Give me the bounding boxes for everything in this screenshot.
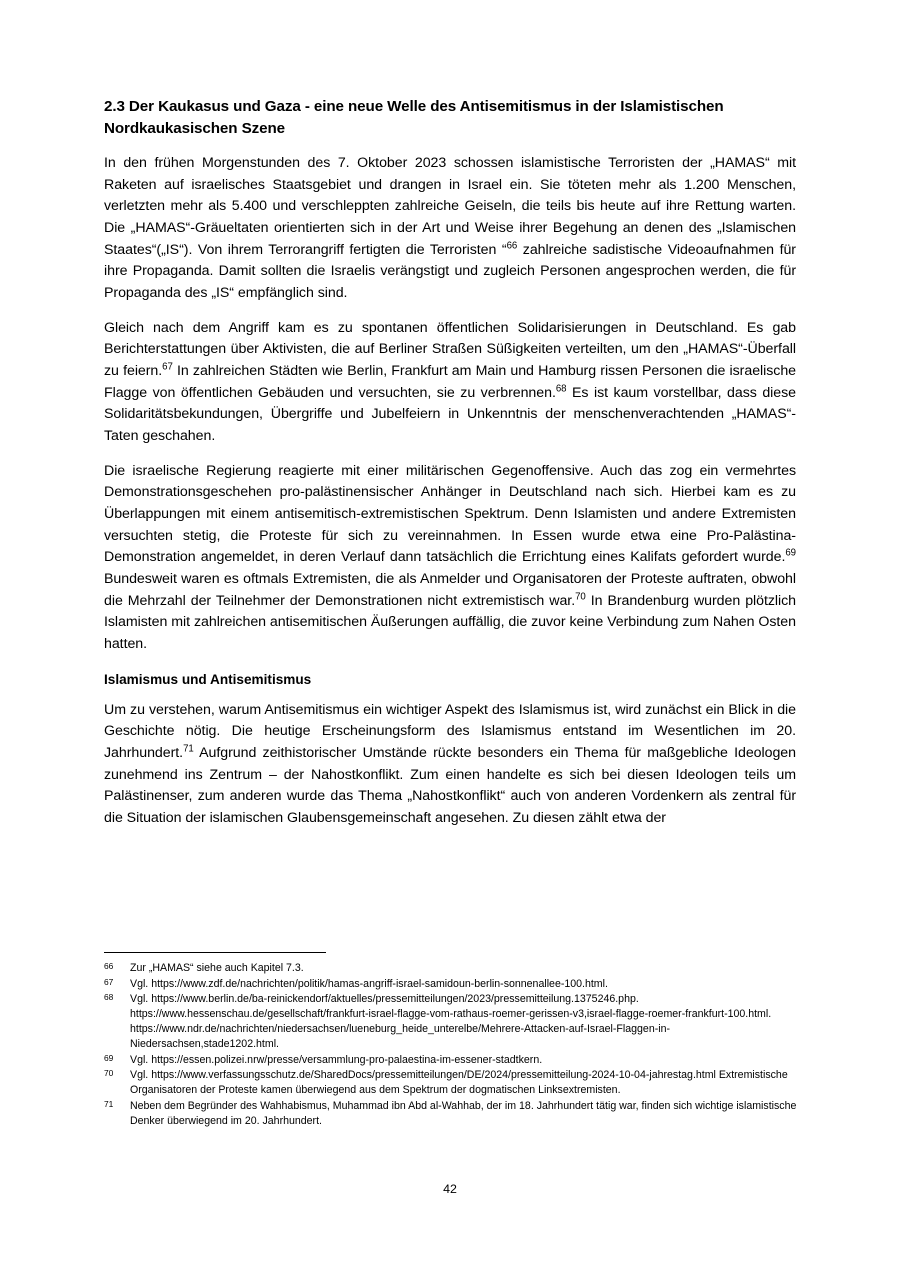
footnote-number: 67: [104, 976, 114, 987]
paragraph-2-rest: Es ist kaum vorstellbar, dass diese Solidaritätsbekundungen, Übergriffe und Jubelfeiern in Unkenntnis der menschenverachtenden „HAMAS“-Taten geschahen.: [104, 384, 796, 445]
page-number: 42: [443, 1182, 457, 1196]
footnote-66: [104, 961, 804, 976]
footnote-line: Neben dem Begründer des Wahhabismus, Muhammad ibn Abd al-Wahhab, der im 18. Jahrhundert tätig war, finden sich wichtige islamistische Denker überwiegend im 20. Jahrhundert.: [130, 1099, 797, 1127]
subsection-heading: Islamismus und Antisemitismus: [104, 671, 312, 687]
footnote-ref-67[interactable]: 67: [162, 361, 173, 373]
paragraph-3: [104, 461, 796, 656]
paragraph-4-text: Um zu verstehen, warum Antisemitismus ein wichtiger Aspekt des Islamismus ist, wird zunächst ein Blick in die Geschichte nötig. Die heutige Erscheinungsform des Islamismus entstand im Wesentlichen im 20. Jahrhundert.: [104, 701, 796, 761]
footnote-text: [130, 1099, 804, 1129]
paragraph-2-mid: In zahlreichen Städten wie Berlin, Frankfurt am Main und Hamburg rissen Personen die israelische Flagge von öffentlichen Gebäuden und versuchten, sie zu verbrennen.: [104, 363, 797, 401]
paragraph-1-text: In den frühen Morgenstunden des 7. Oktober 2023 schossen islamistische Terroristen der „HAMAS“ mit Raketen auf israelisches Staatsgebiet und drangen in Israel ein. Sie töteten mehr als 1.200 Menschen, verletzten mehr als 5.400 und verschleppten zahlreiche Geiseln, die teils bis heute auf ihre Rettung warten. Die „HAMAS“-Gräueltaten orientierten sich in der Art und Weise ihrer Begehung an denen des „Islamischen Staates“(„IS“). Von ihrem Terrorangriff fertigten die Terroristen: [104, 155, 796, 258]
paragraph-3-rest: In Brandenburg wurden plötzlich Islamisten mit zahlreichen antisemitischen Äußerungen auffällig, die zuvor keine Verbindung zum Nahen Osten hatten.: [104, 592, 797, 652]
footnote-line[interactable]: Vgl. https://www.berlin.de/ba-reinickendorf/aktuelles/pressemitteilungen/2023/pressemitteilung.1375246.php.: [130, 993, 639, 1006]
paragraph-2: [104, 318, 796, 448]
section-heading: 2.3 Der Kaukasus und Gaza - eine neue Welle des Antisemitismus in der Islamistischen Nordkaukasischen Szene: [104, 98, 724, 137]
footnote-line[interactable]: Vgl. https://essen.polizei.nrw/presse/versammlung-pro-palaestina-im-essener-stadtkern.: [130, 1053, 543, 1066]
footnote-70: [104, 1068, 804, 1098]
footnote-separator-rule: [104, 952, 326, 953]
footnote-line: Zur „HAMAS“ siehe auch Kapitel 7.3.: [130, 962, 304, 974]
footnote-ref-66[interactable]: 66: [506, 240, 518, 252]
footnotes-section: [104, 952, 804, 1129]
paragraph-3-mid: Bundesweit waren es oftmals Extremisten, die als Anmelder und Organisatoren der Proteste auftraten, obwohl die Mehrzahl der Teilnehmer der Demonstrationen nicht extremistisch war.: [104, 570, 796, 609]
footnote-text: [130, 977, 804, 992]
paragraph-3-text: Die israelische Regierung reagierte mit einer militärischen Gegenoffensive. Auch das zog ein vermehrtes Demonstrationsgeschehen pro-palästinensischer Anhänger in Deutschland nach sich. Hierbei kam es zu Überlappungen mit einem antisemitisch-extremistischen Spektrum. Denn Islamisten und andere Extremisten versuchten stetig, die Proteste für sich zu vereinnahmen. In Essen wurde etwa eine Pro-Palästina-Demonstration angemeldet, in deren Verlauf dann tatsächlich die Errichtung eines Kalifats gefordert wurde.: [104, 462, 796, 566]
footnote-number: 66: [104, 961, 114, 971]
footnote-number: 70: [104, 1068, 114, 1079]
footnote-ref-68[interactable]: 68: [555, 382, 567, 394]
paragraph-2-text: Gleich nach dem Angriff kam es zu spontanen öffentlichen Solidarisierungen in Deutschland. Es gab Berichterstattungen über Aktivisten, die auf Berliner Straßen Süßigkeiten verteilten, um den „HAMAS“-Überfall zu feiern.: [104, 319, 796, 380]
footnote-ref-70[interactable]: 70: [575, 590, 586, 602]
footnote-line[interactable]: Vgl. https://www.zdf.de/nachrichten/politik/hamas-angriff-israel-samidoun-berlin-sonnenallee-100.html.: [130, 977, 608, 990]
paragraph-4-rest: Aufgrund zeithistorischer Umstände rückte besonders ein Thema für maßgebliche Ideologen zunehmend ins Zentrum – der Nahostkonflikt. Zum einen handelte es sich bei diesen Ideologen teils um Palästinenser, zum anderen wurde das Thema „Nahostkonflikt“ auch von anderen Vordenkern als zentral für die Situation der islamischen Glaubensgemeinschaft angesehen. Zu diesen zählt etwa der: [104, 744, 796, 826]
footnote-text: [130, 961, 804, 976]
footnote-number: 69: [104, 1052, 114, 1063]
footnote-ref-69[interactable]: 69: [785, 547, 796, 559]
paragraph-1: [104, 153, 796, 305]
footnote-69: [104, 1053, 804, 1068]
footnote-text: [130, 1053, 804, 1068]
paragraph-1-rest: zahlreiche sadistische Videoaufnahmen für ihre Propaganda. Damit sollten die Israelis verängstigt und zugleich Personen angesprochen werden, die für Propaganda des „IS“ empfänglich sind.: [104, 241, 796, 302]
footnote-ref-71[interactable]: 71: [183, 743, 194, 755]
paragraph-4: [104, 700, 796, 830]
footnote-line[interactable]: Vgl. https://www.verfassungsschutz.de/SharedDocs/pressemitteilungen/DE/2024/pressemitteilung-2024-10-04-jahrestag.html Extremistische Organisatoren der Proteste kamen überwiegend aus dem Spektrum der dogmatischen Linksextremisten.: [130, 1069, 788, 1097]
page-content: [104, 96, 796, 830]
footnote-number: 68: [104, 992, 114, 1003]
quote-mark: “: [501, 241, 507, 258]
footnote-line[interactable]: https://www.hessenschau.de/gesellschaft/frankfurt-israel-flagge-vom-rathaus-roemer-gerissen-v3,israel-flagge-roemer-frankfurt-100.html.: [130, 1008, 772, 1021]
footnote-68: [104, 992, 804, 1052]
footnote-number: 71: [104, 1098, 114, 1109]
footnote-71: [104, 1099, 804, 1129]
footnote-67: [104, 977, 804, 992]
footnote-text: [130, 1068, 804, 1098]
footnote-text: [130, 992, 804, 1052]
footnote-line[interactable]: https://www.ndr.de/nachrichten/niedersachsen/lueneburg_heide_unterelbe/Mehrere-Attacken-auf-Israel-Flaggen-in-Niedersachsen,stade1202.html.: [130, 1023, 671, 1051]
